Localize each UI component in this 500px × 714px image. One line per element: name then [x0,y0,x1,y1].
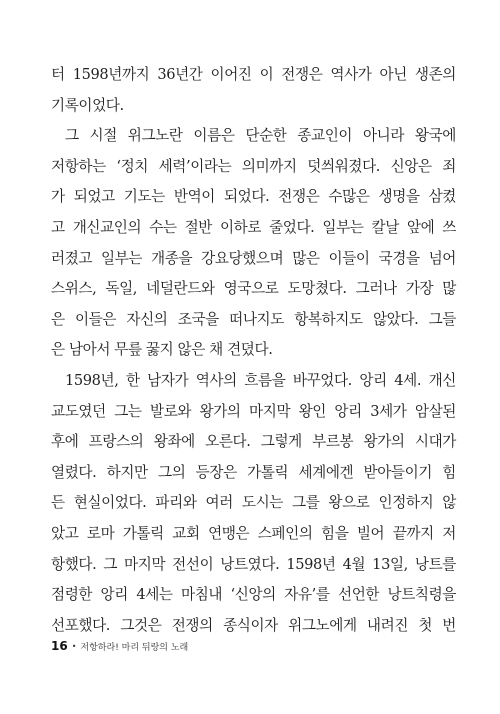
text-line: 가 되었고 기도는 반역이 되었다. 전쟁은 수많은 생명을 삼켰 [51,188,456,206]
text-line: 저항하는 ‘정치 세력’이라는 의미까지 덧씌워졌다. 신앙은 죄 [51,157,456,175]
page-number: 16 [51,639,68,653]
page-footer [51,636,188,656]
text-line: 1598년, 한 남자가 역사의 흐름을 바꾸었다. 앙리 4세. 개신 [65,371,456,389]
text-line: 았고 로마 가톨릭 교회 연맹은 스페인의 힘을 빌어 끝까지 저 [51,524,456,542]
text-line: 열렸다. 하지만 그의 등장은 가톨릭 세계에겐 받아들이기 힘 [51,463,456,481]
text-line: 든 현실이었다. 파리와 여러 도시는 그를 왕으로 인정하지 않 [51,494,456,512]
text-line: 항했다. 그 마지막 전선이 낭트였다. 1598년 4월 13일, 낭트를 [51,555,456,573]
running-title: 저항하라! 마리 뒤랑의 노래 [80,642,189,653]
body-text [51,60,456,641]
text-line: 교도였던 그는 발로와 왕가의 마지막 왕인 앙리 3세가 암살된 [51,402,456,420]
text-line: 후에 프랑스의 왕좌에 오른다. 그렇게 부르봉 왕가의 시대가 [51,433,456,451]
text-line: 은 이들은 자신의 조국을 떠나지도 항복하지도 않았다. 그들 [51,310,456,328]
text-line: 그 시절 위그노란 이름은 단순한 종교인이 아니라 왕국에 [65,127,456,145]
text-line: 점령한 앙리 4세는 마침내 ‘신앙의 자유’를 선언한 낭트칙령을 [51,586,456,604]
footer-separator: • [71,641,77,651]
text-line: 스위스, 독일, 네덜란드와 영국으로 도망쳤다. 그러나 가장 많 [51,280,456,298]
text-line: 러졌고 일부는 개종을 강요당했으며 많은 이들이 국경을 넘어 [51,249,456,267]
text-line: 선포했다. 그것은 전쟁의 종식이자 위그노에게 내려진 첫 번 [51,616,456,634]
text-line: 은 남아서 무릎 꿇지 않은 채 견뎠다. [51,341,273,359]
text-line: 기록이었다. [51,96,124,114]
text-line: 터 1598년까지 36년간 이어진 이 전쟁은 역사가 아닌 생존의 [51,66,456,83]
text-line: 고 개신교인의 수는 절반 이하로 줄었다. 일부는 칼날 앞에 쓰 [51,218,456,236]
